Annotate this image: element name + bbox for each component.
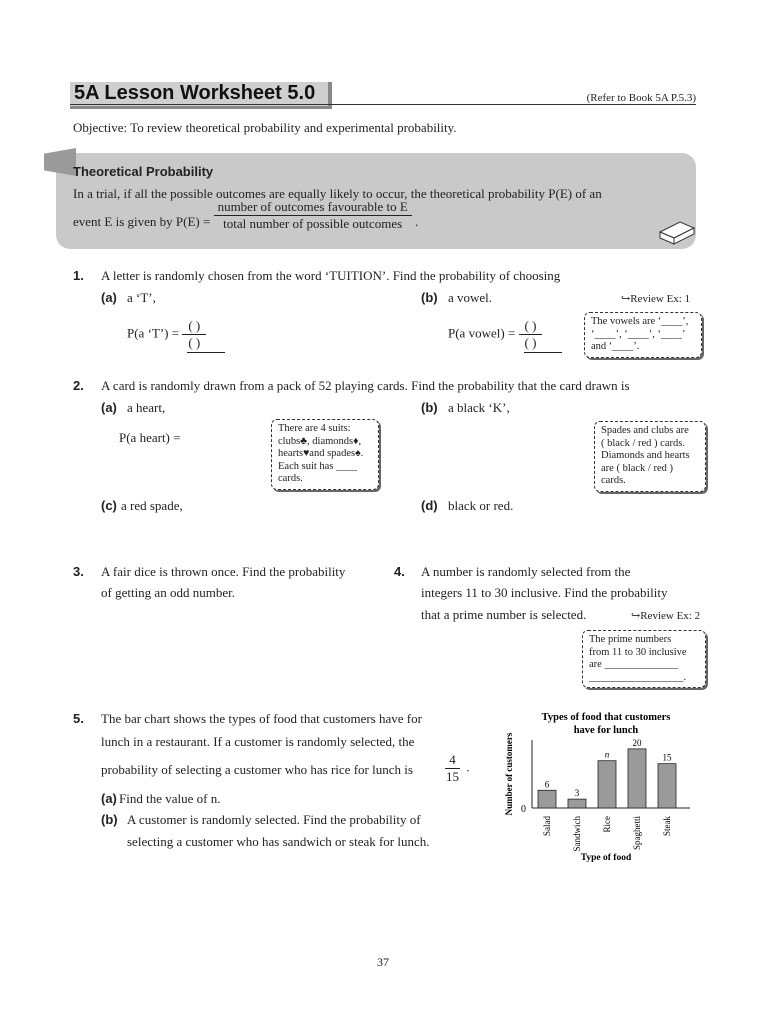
bar-value-label: 3 [574,788,580,799]
q4-review-text: Review Ex: 2 [640,610,701,622]
q5-line2: lunch in a restaurant. If a customer is randomly selected, the [101,734,415,749]
q2c-label: (c) [101,498,117,513]
bar-salad [538,790,556,808]
q2b-hint-box [594,421,706,492]
q4-line2: integers 11 to 30 inclusive. Find the probability [421,585,668,600]
theory-definition: In a trial, if all the possible outcomes are equally likely to occur, the theoretical probability P(E) of an [73,186,602,201]
q1b-text: a vowel. [448,290,493,305]
q3-line2: of getting an odd number. [101,585,235,600]
q2a-text: a heart, [127,400,166,415]
chart-ylabel: Number of customers [504,732,514,816]
q2c-text: a red spade, [121,498,183,513]
hint-line: cards. [278,473,303,484]
q1b-answer-line [524,352,562,353]
hint-line: There are 4 suits: [278,423,351,434]
hint-line: from 11 to 30 inclusive [589,646,687,658]
formula-prefix: event E is given by P(E) = [73,214,211,229]
q2a-hint-box [271,419,379,490]
bar-value-label: 20 [632,737,642,748]
category-label: Steak [662,816,672,836]
q3-number: 3. [73,564,84,579]
q2-number: 2. [73,378,84,393]
q1-number: 1. [73,268,84,283]
q5a-label: (a) [101,791,117,806]
box-icon [656,214,696,246]
q1b-blank-num[interactable]: ( ) [519,318,543,335]
q1-review-link[interactable] [621,292,690,305]
q1b-label: (b) [421,290,438,305]
chart-title-line1: Types of food that customers [541,712,671,723]
q3-line1: A fair dice is thrown once. Find the probability [101,564,346,579]
q1a-answer [127,318,206,351]
q2a-label: (a) [101,400,117,415]
q5-fraction [442,752,470,785]
theory-tab-decoration [44,148,76,176]
formula-numerator: number of outcomes favourable to E [214,199,412,216]
q5-frac-den: 15 [446,769,459,784]
formula-period: . [415,214,419,229]
arrow-icon: ↪ [631,610,641,622]
q1a-expression: P(a ‘T’) = [127,325,180,341]
chart-origin-label: 0 [521,804,526,815]
q2d-label: (d) [421,498,438,513]
q1b-expression: P(a vowel) = [448,325,516,341]
book-reference: (Refer to Book 5A P.5.3) [586,92,696,104]
q4-number: 4. [394,564,405,579]
q4-line1: A number is randomly selected from the [421,564,631,579]
q4-review-link[interactable] [631,609,700,622]
q1-text: A letter is randomly chosen from the word ‘TUITION’. Find the probability of choosing [101,268,561,283]
q5-frac-num: 4 [445,752,460,769]
hint-line: __________________. [589,671,687,683]
hint-line: are ______________ [589,659,678,670]
q5b-label: (b) [101,812,118,827]
chart-title-line2: have for lunch [573,725,639,736]
q1a-text: a ‘T’, [127,290,156,305]
hint-line: hearts♥and spades♠. [278,448,364,459]
q5a-text: Find the value of n. [119,791,221,806]
bar-steak [658,764,676,808]
hint-line: cards. [601,475,626,486]
q5-line3: probability of selecting a customer who has rice for lunch is [101,762,413,777]
worksheet-title: 5A Lesson Worksheet 5.0 [74,82,316,104]
bar-rice [598,761,616,808]
chart-xlabel: Type of food [580,853,632,863]
q2-text: A card is randomly drawn from a pack of 52 playing cards. Find the probability that the card drawn is [101,378,630,393]
objective: Objective: To review theoretical probability and experimental probability. [73,120,457,135]
q1b-blank-den[interactable]: ( ) [524,335,537,350]
q1a-label: (a) [101,290,117,305]
arrow-icon: ↪ [621,293,631,305]
category-label: Sandwich [572,816,582,852]
q5b-line1: A customer is randomly selected. Find the probability of [127,812,421,827]
q5-number: 5. [73,711,84,726]
bar-value-label: 15 [662,752,672,763]
category-label: Salad [542,816,552,836]
q2b-text: a black ‘K’, [448,400,510,415]
category-label: Rice [602,816,612,833]
category-label: Spaghetti [632,816,642,850]
bar-value-label: 6 [544,779,550,790]
q5-period: . [466,759,470,775]
bar-value-label: n [604,749,610,760]
q1a-answer-line [187,352,225,353]
q5-line1: The bar chart shows the types of food that customers have for [101,711,422,726]
hint-line: and ‘____’. [591,341,640,352]
bar-sandwich [568,799,586,808]
q4-hint-box [582,630,706,688]
q1a-blank-num[interactable]: ( ) [182,318,206,335]
q2d-text: black or red. [448,498,514,513]
q1a-blank-den[interactable]: ( ) [188,335,201,350]
hint-line: Diamonds and hearts [601,450,690,461]
hint-line: The prime numbers [589,634,672,645]
formula-denominator: total number of possible outcomes [223,215,403,231]
hint-line: are ( black / red ) [601,462,673,474]
title-rule [70,104,696,105]
bar-chart [500,706,700,866]
theory-heading: Theoretical Probability [73,164,214,179]
q5b-line2: selecting a customer who has sandwich or steak for lunch. [127,834,430,849]
hint-line: Spades and clubs are [601,425,689,436]
q1-hint-box [584,312,702,358]
page-number: 37 [377,955,389,969]
hint-line: Each suit has ____ [278,460,358,472]
q4-line3: that a prime number is selected. [421,607,587,622]
hint-line: The vowels are ‘____’, [591,316,689,327]
hint-line: ‘____’, ‘____’, ‘____’ [591,328,686,340]
hint-line: clubs♣, diamonds♦, [278,435,362,447]
hint-line: ( black / red ) cards. [601,437,685,449]
theory-formula [73,198,419,232]
q1b-answer [448,318,542,351]
q2b-label: (b) [421,400,438,415]
q2a-expression: P(a heart) = [119,430,181,445]
q1-review-text: Review Ex: 1 [630,293,691,305]
bar-spaghetti [628,749,646,808]
